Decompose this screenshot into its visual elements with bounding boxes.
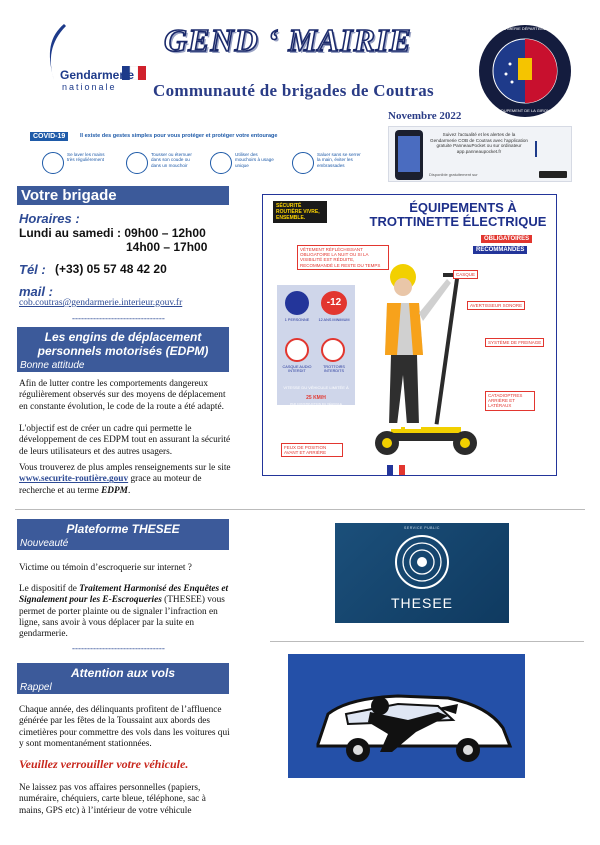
gesture-item — [42, 152, 112, 180]
page-subtitle: Communauté de brigades de Coutras — [153, 81, 434, 100]
callout-catadioptres: CATADIOPTRES ARRIÈRE ET LATÉRAUX — [485, 391, 535, 411]
gironde-crest-icon — [478, 24, 572, 118]
handwash-icon — [42, 152, 64, 174]
edpm-paragraph-1: Afin de lutter contre les comportements dangereux régulièrement observés sur des moyens de déplacement en constante évolution, le code de la route a été adapté. — [19, 379, 226, 412]
trottinette-poster — [262, 194, 557, 476]
thesee-logo-text: THESEE — [390, 595, 453, 611]
at-sign-icon — [393, 533, 451, 591]
edpm-paragraph-2: L'objectif est de créer un cadre qui permette le développement de ces EDPM tout en assurant la sécurité de leurs utilisateurs et des autres usagers. — [19, 424, 231, 457]
callout-avertisseur: AVERTISSEUR SONORE — [467, 301, 525, 310]
gesture-label: Utiliser des mouchoirs à usage unique — [235, 152, 274, 168]
thesee-paragraph-1: Victime ou témoin d’escroquerie sur internet ? — [19, 563, 192, 573]
edpm-subtitle: Bonne attitude — [17, 359, 229, 372]
gironde-badge — [478, 24, 572, 118]
edpm-p3-middle: grace au moteur de recherche et au terme — [19, 474, 202, 496]
no-handshake-icon — [292, 152, 314, 174]
thesee-p2-start: Le dispositif de — [19, 584, 80, 594]
panneaupocket-text: Suivez l'actualité et les alertes de la Gendarmerie COB de Coutras avec l'application gratuite PanneauPocket ou sur ordinateur app.panneaupocket.fr — [430, 132, 528, 154]
speed-text: VITESSE DU VÉHICULE LIMITÉE À — [283, 385, 349, 390]
speed-value: 25 KM/H — [306, 395, 326, 401]
horaires-line1: Lundi au samedi : 09h00 – 12h00 — [19, 226, 206, 240]
cough-elbow-icon — [126, 152, 148, 174]
divider — [15, 509, 585, 510]
vols-paragraph-2: Ne laissez pas vos affaires personnelles (papiers, numéraire, chéquiers, carte bleue, téléphone, sac à mains, GPS etc) à l’intérieur de votre véhicule — [19, 783, 206, 816]
issue-date: Novembre 2022 — [388, 110, 462, 122]
rule-casque-audio: CASQUE AUDIO INTERDIT — [282, 365, 312, 373]
rule-age-sign: -12 — [321, 291, 347, 315]
edpm-paragraph-3 — [19, 463, 231, 497]
mail-link[interactable]: cob.coutras@gendarmerie.interieur.gouv.fr — [19, 298, 183, 308]
gesture-item — [210, 152, 280, 180]
rule-one-person: 1 PERSONNE — [284, 318, 310, 322]
phone-icon — [395, 130, 423, 180]
poster-title-line2: TROTTINETTE ÉLECTRIQUE — [369, 214, 547, 229]
thesee-title: Plateforme THESEE — [17, 519, 229, 537]
badge-top-text: GENDARMERIE DÉPARTEMENTALE — [490, 26, 559, 31]
car-thief-illustration — [288, 654, 525, 778]
thesee-subtitle: Nouveauté — [17, 537, 229, 550]
gesture-label: Saluer sans se serrer la main, éviter les embrassades — [317, 152, 361, 168]
tissue-icon — [210, 152, 232, 174]
separator: ------------------------------- — [72, 313, 165, 323]
edpm-p3-start: Vous trouverez de plus amples renseignements sur le site — [19, 463, 231, 473]
no-headphones-icon — [285, 338, 309, 362]
poster-title-line1: ÉQUIPEMENTS À — [409, 200, 517, 215]
car-theft-image — [288, 654, 525, 778]
vols-warning: Veuillez verrouiller votre véhicule. — [19, 757, 189, 771]
republique-francaise-logo — [387, 465, 433, 475]
horaires-label: Horaires : — [19, 211, 80, 226]
horaires-line2: 14h00 – 17h00 — [126, 240, 208, 254]
divider — [270, 641, 584, 642]
gesture-item — [126, 152, 196, 180]
edpm-title: Les engins de déplacement personnels motorisés (EDPM) — [17, 327, 229, 359]
tag-recommandes: RECOMMANDÉS — [473, 246, 527, 254]
gendarmerie-mini-logo — [535, 141, 565, 157]
mail-label: mail : — [19, 284, 53, 299]
gendarmerie-label: Gendarmerie — [60, 68, 135, 82]
edpm-p3-end: . — [127, 485, 131, 496]
badge-bottom-text: GROUPEMENT DE LA GIRONDE — [494, 108, 556, 113]
callout-freinage: SYSTÈME DE FREINAGE — [485, 338, 544, 347]
vols-subtitle: Rappel — [17, 681, 229, 694]
covid-headline: Il existe des gestes simples pour vous protéger et protéger votre entourage — [80, 133, 278, 139]
tel-label: Tél : — [19, 262, 46, 277]
panneaupocket-banner — [388, 126, 572, 182]
thesee-paragraph-2 — [19, 584, 231, 640]
covid-tag: COVID-19 — [30, 132, 68, 141]
thesee-p2-bold: Traitement Harmonisé des Enquêtes et Signalement pour les E-Escroqueries — [19, 584, 229, 606]
vols-paragraph-1: Chaque année, des délinquants profitent de l’affluence générée par les fêtes de la Toussaint aux abords des cimetières pour commettre des vols dans les voitures qui y sont momentanément stationnées. — [19, 705, 230, 749]
tag-obligatoires: OBLIGATOIRES — [481, 235, 532, 243]
store-availability: Disponible gratuitement sur — [429, 172, 478, 177]
gesture-item — [292, 152, 362, 180]
vols-title: Attention aux vols — [17, 663, 229, 681]
callout-casque: CASQUE — [453, 270, 478, 279]
store-icons — [539, 171, 567, 178]
securite-routiere-badge: SÉCURITÉ ROUTIÈRE VIVRE, ENSEMBLE. — [273, 201, 327, 223]
page-title: GEND ‘ MAIRIE — [164, 22, 412, 58]
callout-feux: FEUX DE POSITION AVANT ET ARRIÈRE — [281, 443, 343, 457]
votre-brigade-heading: Votre brigade — [17, 186, 229, 205]
scooter-rider-illustration — [361, 255, 501, 467]
speed-sub: PAR CONSTRUCTION DU VÉHICULE — [290, 402, 342, 406]
one-person-icon — [285, 291, 309, 315]
securite-routiere-link[interactable]: www.securite-routière.gouv — [19, 474, 129, 485]
rule-trottoirs: TROTTOIRS INTERDITS — [323, 365, 345, 373]
gesture-label: Tousser ou éternuer dans son coude ou dans un mouchoir — [151, 152, 192, 168]
thesee-logo-arc: SERVICE PUBLIC — [404, 526, 440, 530]
tel-value[interactable]: (+33) 05 57 48 42 20 — [55, 262, 167, 276]
thesee-logo-image — [335, 523, 509, 623]
separator: ------------------------------- — [72, 643, 165, 653]
edpm-term: EDPM — [101, 485, 128, 496]
no-sidewalk-icon — [321, 338, 345, 362]
gesture-label: Se laver les mains très régulièrement — [67, 152, 105, 163]
gendarmerie-logo — [40, 22, 150, 102]
callout-vetement: VÊTEMENT RÉFLÉCHISSANT OBLIGATOIRE LA NUIT OU SI LA VISIBILITÉ EST RÉDUITE, RECOMMANDÉ LE RESTE DU TEMPS — [297, 245, 389, 270]
nationale-label: nationale — [62, 82, 117, 92]
rule-age-label: 12 ANS MINIMUM — [318, 318, 350, 322]
thesee-p2-end: (THESEE) vous permet de porter plainte ou de signaler l’infraction en ligne, sans avoir à vous déplacer par la suite en gendarmerie. — [19, 595, 225, 640]
